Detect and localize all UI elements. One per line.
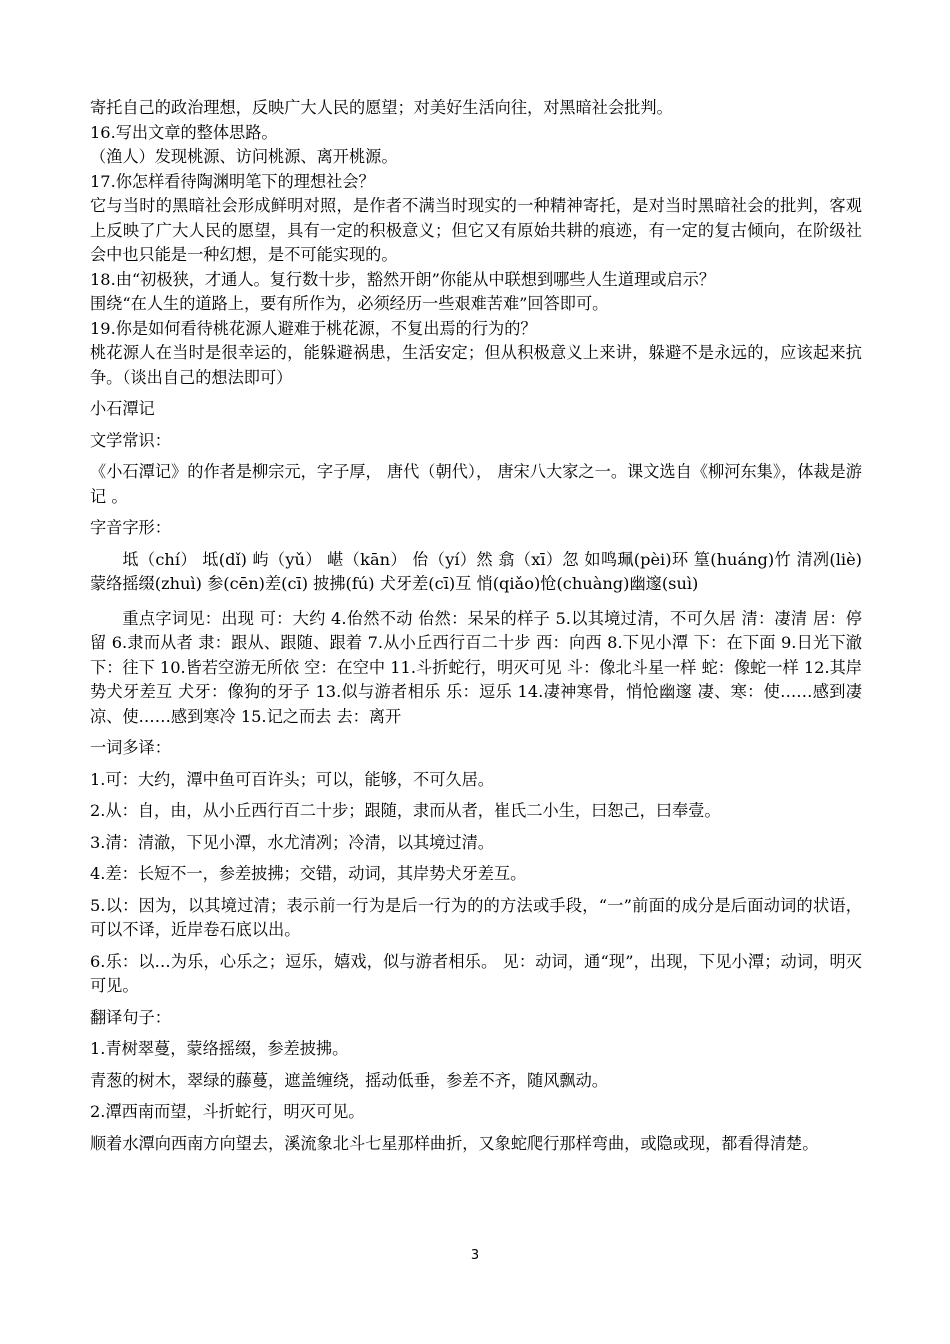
literary-knowledge-text: 《小石潭记》的作者是柳宗元，字子厚， 唐代（朝代）， 唐宋八大家之一。课文选自《柳河东集》，体裁是游记 。 (90, 462, 862, 506)
polysemy-item-3: 3.清：清澈，下见小潭，水尤清冽；冷清，以其境过清。 (90, 832, 494, 852)
answer-17: 它与当时的黑暗社会形成鲜明对照，是作者不满当时现实的一种精神寄托，是对当时黑暗社会的批判，客观上反映了广大人民的愿望，具有一定的积极意义；但它又有原始共耕的痕迹，有一定的复古倾向，在阶级社会中也只能是一种幻想，是不可能实现的。 (90, 196, 862, 264)
question-19: 19.你是如何看待桃花源人避难于桃花源，不复出焉的行为的？ (90, 318, 537, 338)
question-18: 18.由“初极狭，才通人。复行数十步，豁然开朗”你能从中联想到哪些人生道理或启示？ (90, 269, 716, 289)
polysemy-item-6: 6.乐：以…为乐，心乐之；逗乐，嬉戏，似与游者相乐。 见：动词，通“现”，出现，下见小潭；动词，明灭可见。 (90, 951, 862, 995)
heading-literary-knowledge: 文学常识： (90, 430, 171, 450)
translation-sentence-2: 2.潭西南而望，斗折蛇行，明灭可见。 (90, 1102, 365, 1121)
key-words-text: 重点字词见：出现 可：大约 4.佁然不动 佁然：呆呆的样子 5.以其境过清，不可久居 清：凄清 居：停留 6.隶而从者 隶：跟从、跟随、跟着 7.从小丘西行百二十步 西：向西 8.下见小潭 下：在下面 9.日光下澈 下：往下 10.皆若空游无所依 空：在空中 11.斗折蛇行，明灭可见 斗：像北斗星一样 蛇：像蛇一样 12.其岸势犬牙差互 犬牙：像狗的牙子 13.似与游者相乐 乐：逗乐 14.凄神寒骨，悄怆幽邃 凄、寒：使……感到凄凉、使……感到寒冷 15.记之而去 去：离开 (90, 608, 862, 726)
answer-15-text: 寄托自己的政治理想，反映广大人民的愿望；对美好生活向往，对黑暗社会批判。 (90, 98, 673, 117)
question-17: 17.你怎样看待陶渊明笔下的理想社会？ (90, 171, 375, 191)
heading-polysemy: 一词多译： (90, 738, 171, 757)
answer-18: 围绕“在人生的道路上，要有所作为，必须经历一些艰难苦难”回答即可。 (90, 294, 609, 313)
answer-16: （渔人）发现桃源、访问桃源、离开桃源。 (90, 147, 398, 166)
translation-answer-2: 顺着水潭向西南方向望去，溪流象北斗七星那样曲折，又象蛇爬行那样弯曲，或隐或现，都看得清楚。 (90, 1133, 819, 1153)
translation-answer-1: 青葱的树木，翠绿的藤蔓，遮盖缠绕，摇动低垂，参差不齐，随风飘动。 (90, 1070, 608, 1090)
translation-sentence-1: 1.青树翠蔓，蒙络摇缀，参差披拂。 (90, 1039, 349, 1058)
document-page (90, 96, 862, 1156)
pronunciation-text: 坻（chí） 坻(dǐ) 屿（yǔ） 嵁（kān） 佁（yí）然 翕（xī）忽 如鸣珮(pèi)环 篁(huáng)竹 清冽(liè) 蒙络摇缀(zhuì) 参(cēn)差(cī) 披拂(fú) 犬牙差(cī)互 悄(qiǎo)怆(chuàng)幽邃(suì) (90, 549, 862, 593)
heading-translation: 翻译句子： (90, 1007, 171, 1027)
polysemy-item-1: 1.可：大约，潭中鱼可百许头；可以，能够，不可久居。 (90, 769, 494, 789)
page-number: 3 (470, 1248, 480, 1263)
section-title: 小石潭记 (90, 399, 155, 418)
heading-pronunciation: 字音字形： (90, 518, 171, 537)
answer-19: 桃花源人在当时是很幸运的，能躲避祸患，生活安定；但从积极意义上来讲，躲避不是永远的，应该起来抗争。（谈出自己的想法即可） (90, 343, 862, 387)
question-16: 16.写出文章的整体思路。 (90, 122, 278, 142)
polysemy-item-2: 2.从：自，由，从小丘西行百二十步；跟随，隶而从者，崔氏二小生，曰恕己，曰奉壹。 (90, 801, 721, 820)
polysemy-item-4: 4.差：长短不一，参差披拂；交错，动词，其岸势犬牙差互。 (90, 864, 527, 883)
polysemy-item-5: 5.以：因为，以其境过清；表示前一行为是后一行为的的方法或手段，“一”前面的成分是后面动词的状语，可以不译，近岸卷石底以出。 (90, 895, 862, 939)
